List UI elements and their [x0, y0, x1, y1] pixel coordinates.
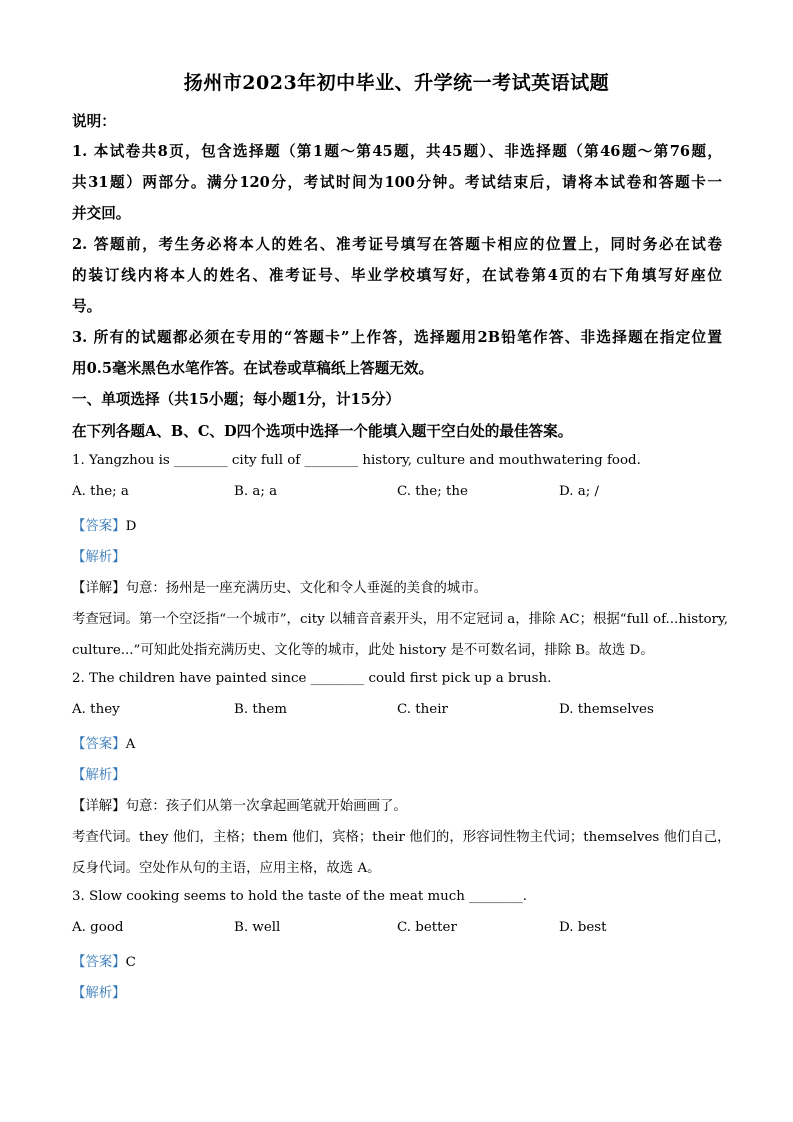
answer-label: 【答案】	[72, 737, 126, 752]
answer-label: 【答案】	[72, 955, 126, 970]
question-2-option-c: C. their	[397, 702, 448, 717]
question-2-explain-line-1: 考查代词。they 他们，主格；them 他们，宾格；their 他们的，形容词性物主代词；themselves 他们自己，	[72, 830, 731, 845]
question-2-detail	[72, 795, 407, 814]
question-2-stem: 2. The children have painted since ________ could first pick up a brush.	[72, 671, 552, 686]
question-2-option-d: D. themselves	[559, 702, 654, 717]
detail-text: 句意：扬州是一座充满历史、文化和令人垂涎的美食的城市。	[125, 581, 488, 596]
question-2-analysis-label: 【解析】	[72, 768, 126, 783]
question-2-answer	[72, 733, 135, 752]
section-heading: 一、单项选择（共15小题；每小题1分，计15分）	[72, 391, 401, 408]
question-3-option-d: D. best	[559, 920, 607, 935]
question-1-stem: 1. Yangzhou is ________ city full of ________ history, culture and mouthwatering food.	[72, 453, 641, 468]
question-1-answer	[72, 515, 136, 534]
question-3-option-b: B. well	[234, 920, 281, 935]
answer-value: C	[125, 955, 136, 970]
question-3-option-c: C. better	[397, 920, 457, 935]
detail-label: 【详解】	[72, 581, 126, 596]
instruction-3-line-2: 用0.5毫米黑色水笔作答。在试卷或草稿纸上答题无效。	[72, 360, 434, 377]
page-title: 扬州市2023年初中毕业、升学统一考试英语试题	[183, 72, 610, 94]
question-1-explain-line-2: culture...”可知此处指充满历史、文化等的城市，此处 history 是不可数名词，排除 B。故选 D。	[72, 643, 654, 658]
question-1-detail	[72, 577, 487, 596]
question-1-option-b: B. a; a	[234, 484, 278, 499]
question-3-analysis-label: 【解析】	[72, 986, 126, 1001]
section-directions: 在下列各题A、B、C、D四个选项中选择一个能填入题干空白处的最佳答案。	[72, 423, 573, 440]
instruction-3-line-1: 3. 所有的试题都必须在专用的“答题卡”上作答，选择题用2B铅笔作答、非选择题在指定位置	[72, 329, 722, 346]
question-2-option-a: A. they	[72, 702, 120, 717]
question-1-explain-line-1: 考查冠词。第一个空泛指“一个城市”，city 以辅音音素开头，用不定冠词 a，排除 AC；根据“full of...history,	[72, 612, 728, 627]
detail-text: 句意：孩子们从第一次拿起画笔就开始画画了。	[125, 799, 407, 814]
answer-label: 【答案】	[72, 519, 126, 534]
instruction-1-line-1: 1. 本试卷共8页，包含选择题（第1题～第45题，共45题）、非选择题（第46题～第76题，	[72, 143, 722, 160]
instruction-2-line-2: 的装订线内将本人的姓名、准考证号、毕业学校填写好，在试卷第4页的右下角填写好座位	[72, 267, 722, 284]
question-3-answer	[72, 951, 136, 970]
instruction-2-line-1: 2. 答题前，考生务必将本人的姓名、准考证号填写在答题卡相应的位置上，同时务必在试卷	[72, 236, 722, 253]
question-3-option-a: A. good	[72, 920, 124, 935]
instruction-2-line-3: 号。	[72, 298, 102, 315]
question-2-explain-line-2: 反身代词。空处作从句的主语，应用主格，故选 A。	[72, 861, 381, 876]
question-1-option-d: D. a; /	[559, 484, 600, 499]
question-1-option-a: A. the; a	[72, 484, 129, 499]
instructions-heading: 说明：	[72, 113, 116, 130]
question-3-stem: 3. Slow cooking seems to hold the taste of the meat much ________.	[72, 889, 527, 904]
instruction-1-line-3: 并交回。	[72, 205, 131, 222]
detail-label: 【详解】	[72, 799, 126, 814]
instruction-1-line-2: 共31题）两部分。满分120分，考试时间为100分钟。考试结束后，请将本试卷和答题卡一	[72, 174, 722, 191]
answer-value: A	[125, 737, 136, 752]
question-2-option-b: B. them	[234, 702, 287, 717]
answer-value: D	[125, 519, 137, 534]
question-1-option-c: C. the; the	[397, 484, 468, 499]
question-1-analysis-label: 【解析】	[72, 550, 126, 565]
